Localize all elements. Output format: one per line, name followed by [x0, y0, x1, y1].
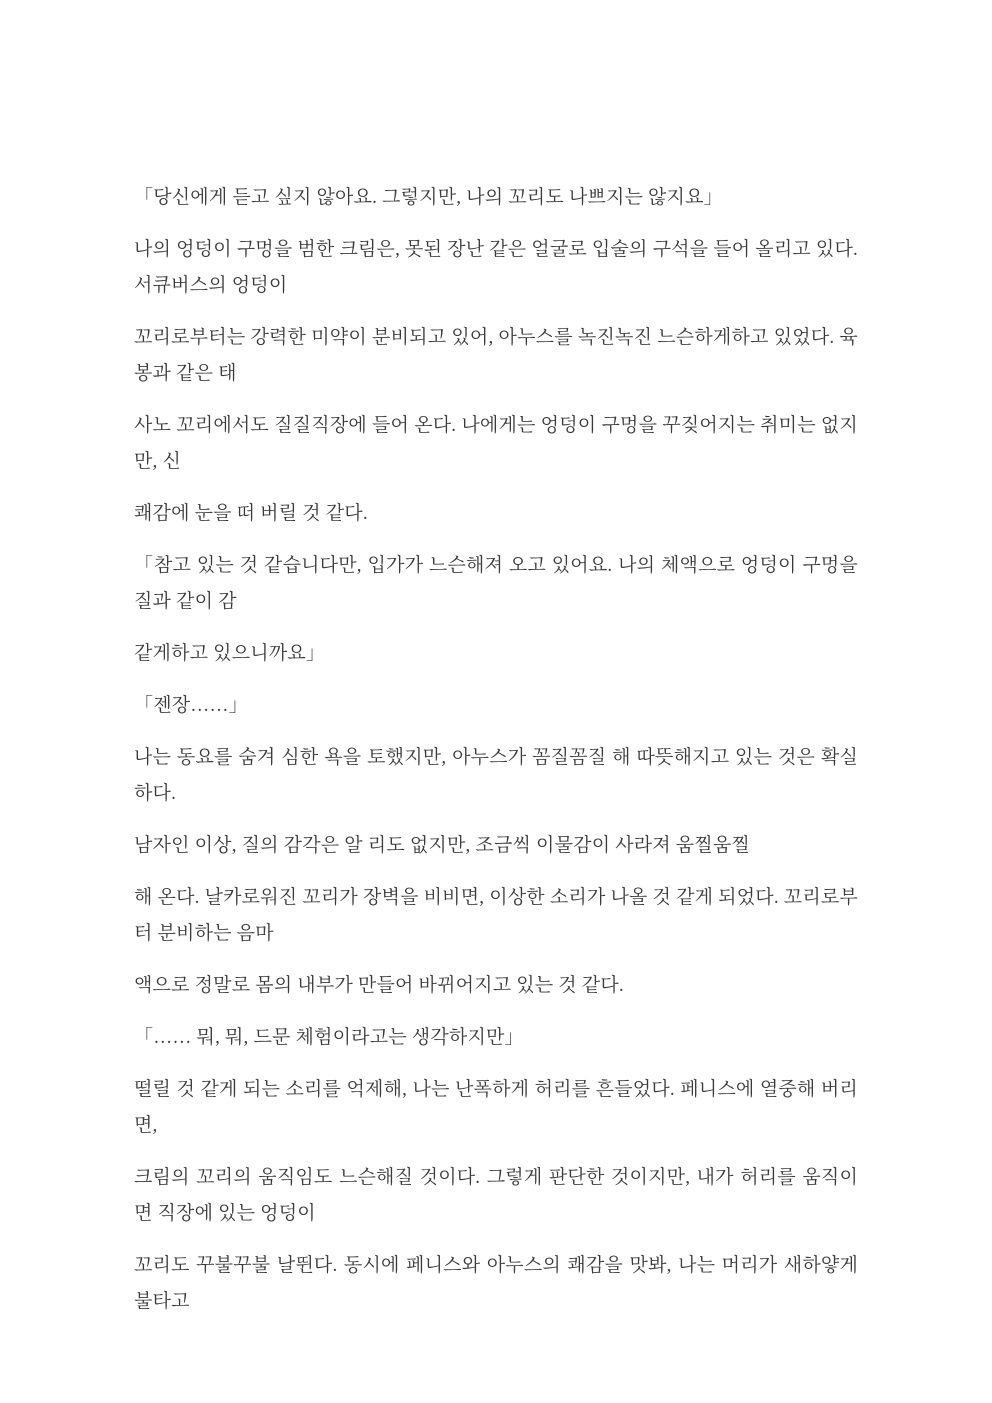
- paragraph-8: 「젠장……」: [134, 695, 248, 716]
- paragraph-5: 쾌감에 눈을 떠 버릴 것 같다.: [134, 503, 368, 524]
- paragraph-12: 액으로 정말로 몸의 내부가 만들어 바뀌어지고 있는 것 같다.: [134, 975, 624, 996]
- paragraph-14: 떨릴 것 같게 되는 소리를 억제해, 나는 난폭하게 허리를 흔들었다. 페니스에 열중해 버리면,: [134, 1079, 858, 1136]
- paragraph-13: 「…… 뭐, 뭐, 드문 체험이라고는 생각하지만」: [134, 1027, 524, 1048]
- paragraph-6: 「참고 있는 것 같습니다만, 입가가 느슨해져 오고 있어요. 나의 체액으로 엉덩이 구멍을 질과 같이 감: [134, 555, 858, 612]
- paragraph-2: 나의 엉덩이 구멍을 범한 크림은, 못된 장난 같은 얼굴로 입술의 구석을 들어 올리고 있다. 서큐버스의 엉덩이: [134, 239, 858, 296]
- paragraph-16: 꼬리도 꾸불꾸불 날뛴다. 동시에 페니스와 아누스의 쾌감을 맛봐, 나는 머리가 새하얗게 불타고: [134, 1255, 858, 1312]
- paragraph-3: 꼬리로부터는 강력한 미약이 분비되고 있어, 아누스를 녹진녹진 느슨하게하고 있었다. 육봉과 같은 태: [134, 327, 858, 384]
- paragraph-10: 남자인 이상, 질의 감각은 알 리도 없지만, 조금씩 이물감이 사라져 움찔움찔: [134, 835, 751, 856]
- paragraph-1: 「당신에게 듣고 싶지 않아요. 그렇지만, 나의 꼬리도 나쁘지는 않지요」: [134, 187, 723, 208]
- paragraph-11: 해 온다. 날카로워진 꼬리가 장벽을 비비면, 이상한 소리가 나올 것 같게 되었다. 꼬리로부터 분비하는 음마: [134, 887, 858, 944]
- paragraph-15: 크림의 꼬리의 움직임도 느슨해질 것이다. 그렇게 판단한 것이지만, 내가 허리를 움직이면 직장에 있는 엉덩이: [134, 1167, 858, 1224]
- paragraph-4: 사노 꼬리에서도 질질직장에 들어 온다. 나에게는 엉덩이 구멍을 꾸짖어지는 취미는 없지만, 신: [134, 415, 858, 472]
- paragraph-9: 나는 동요를 숨겨 심한 욕을 토했지만, 아누스가 꼼질꼼질 해 따뜻해지고 있는 것은 확실하다.: [134, 747, 858, 804]
- paragraph-7: 같게하고 있으니까요」: [134, 643, 326, 664]
